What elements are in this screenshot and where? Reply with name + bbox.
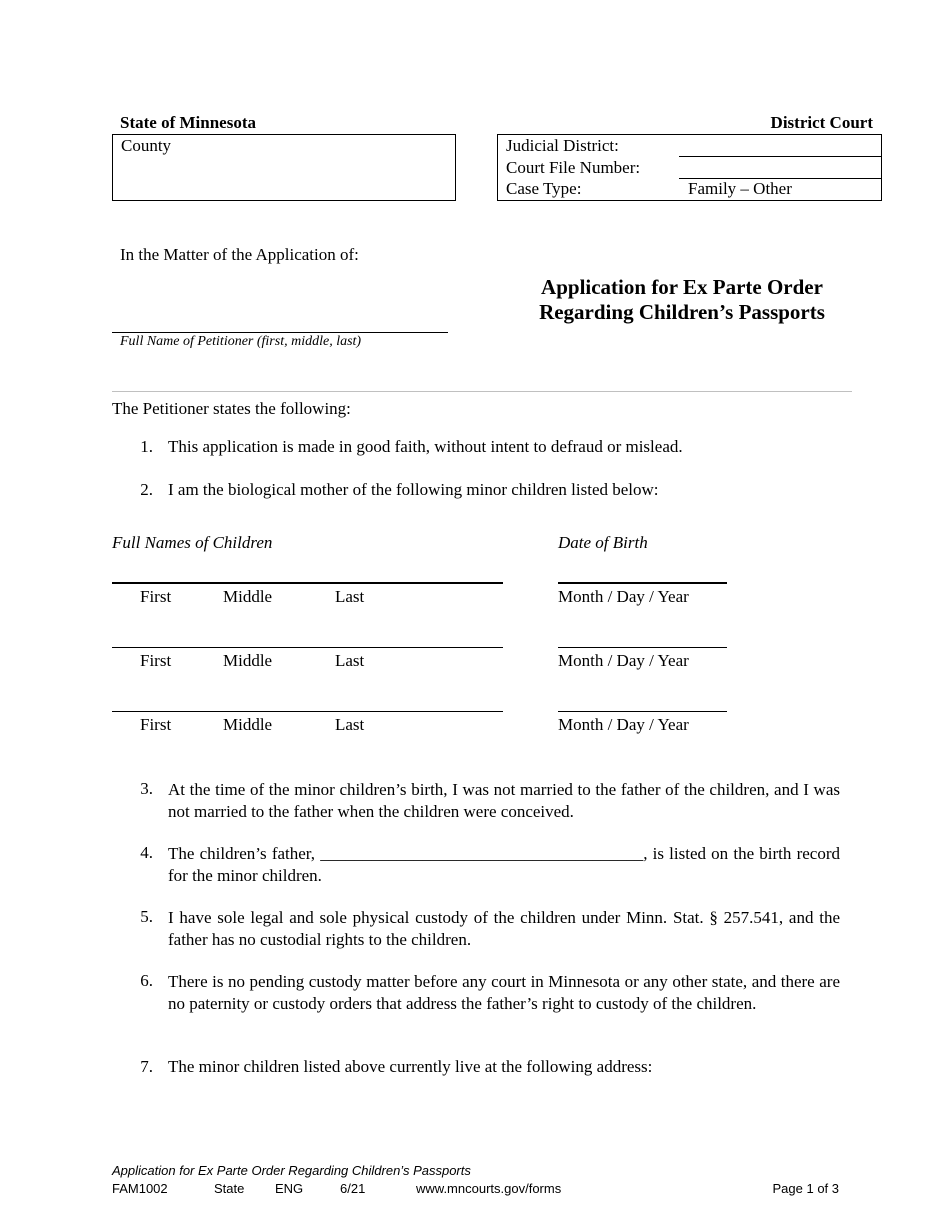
case-type-value: Family – Other	[688, 179, 792, 198]
county-box[interactable]	[112, 134, 456, 201]
petitioner-name-field[interactable]	[112, 332, 448, 333]
item-5-number: 5.	[140, 907, 153, 926]
children-names-header: Full Names of Children	[112, 533, 273, 552]
child-2-name-field[interactable]	[112, 647, 503, 648]
child-2-dob-caption: Month / Day / Year	[558, 651, 689, 670]
child-1-first-caption: First	[140, 587, 172, 606]
item-6-number: 6.	[140, 971, 153, 990]
item-2-number: 2.	[140, 480, 153, 499]
item-4-text	[168, 843, 840, 887]
child-3-middle-caption: Middle	[223, 715, 273, 734]
footer-form-title: Application for Ex Parte Order Regarding Children’s Passports	[112, 1163, 471, 1178]
court-heading: District Court	[770, 113, 873, 132]
form-title-line-2: Regarding Children’s Passports	[539, 300, 825, 324]
state-heading: State of Minnesota	[120, 113, 256, 132]
item-3-text: At the time of the minor children’s birth, I was not married to the father of the children, and I was not married to the father when the children were conceived.	[168, 780, 840, 821]
form-title-line-1: Application for Ex Parte Order	[541, 275, 823, 299]
child-1-name-field[interactable]	[112, 582, 503, 584]
item-5-text: I have sole legal and sole physical custody of the children under Minn. Stat. § 257.541, and the father has no custodial rights to the children.	[168, 908, 840, 949]
father-name-field[interactable]: ______________________________________	[320, 844, 644, 863]
item-3-number: 3.	[140, 779, 153, 798]
child-2-dob-field[interactable]	[558, 647, 727, 648]
judicial-district-label: Judicial District:	[506, 136, 619, 155]
child-1-dob-field[interactable]	[558, 582, 727, 584]
footer-revision: 6/21	[340, 1181, 366, 1196]
item-4-prefix: The children’s father,	[168, 844, 316, 863]
form-title	[496, 275, 868, 325]
case-info-box	[497, 134, 882, 201]
child-2-middle-caption: Middle	[223, 651, 273, 670]
child-2-first-caption: First	[140, 651, 172, 670]
item-7-number: 7.	[140, 1057, 153, 1076]
item-4-suffix: , is listed on the birth record for the minor children.	[168, 844, 840, 885]
petitioner-caption: Full Name of Petitioner (first, middle, last)	[120, 334, 362, 349]
item-2-text: I am the biological mother of the following minor children listed below:	[168, 480, 659, 499]
child-3-dob-field[interactable]	[558, 711, 727, 712]
court-file-number-label: Court File Number:	[506, 158, 641, 177]
child-1-middle-caption: Middle	[223, 587, 273, 606]
section-divider	[112, 391, 852, 392]
item-4-number: 4.	[140, 843, 153, 862]
child-2-last-caption: Last	[335, 651, 365, 670]
footer-jurisdiction: State	[214, 1181, 245, 1196]
matter-intro: In the Matter of the Application of:	[120, 245, 359, 264]
footer-url[interactable]: www.mncourts.gov/forms	[416, 1181, 562, 1196]
children-dob-header: Date of Birth	[558, 533, 648, 552]
footer-page-number: Page 1 of 3	[772, 1181, 839, 1196]
footer-form-code: FAM1002	[112, 1181, 168, 1196]
child-3-dob-caption: Month / Day / Year	[558, 715, 689, 734]
child-3-first-caption: First	[140, 715, 172, 734]
petitioner-statement-intro: The Petitioner states the following:	[112, 399, 351, 418]
item-1-text: This application is made in good faith, without intent to defraud or mislead.	[168, 437, 683, 456]
item-7-text: The minor children listed above currently live at the following address:	[168, 1057, 653, 1076]
child-3-name-field[interactable]	[112, 711, 503, 712]
judicial-district-field[interactable]	[679, 156, 881, 157]
child-1-dob-caption: Month / Day / Year	[558, 587, 689, 606]
footer-language: ENG	[275, 1181, 304, 1196]
county-label: County	[121, 136, 172, 155]
child-3-last-caption: Last	[335, 715, 365, 734]
case-type-label: Case Type:	[506, 179, 582, 198]
item-1-number: 1.	[140, 437, 153, 456]
child-1-last-caption: Last	[335, 587, 365, 606]
item-6-text: There is no pending custody matter before any court in Minnesota or any other state, and there are no paternity or custody orders that address the father’s right to custody of the children.	[168, 972, 840, 1013]
